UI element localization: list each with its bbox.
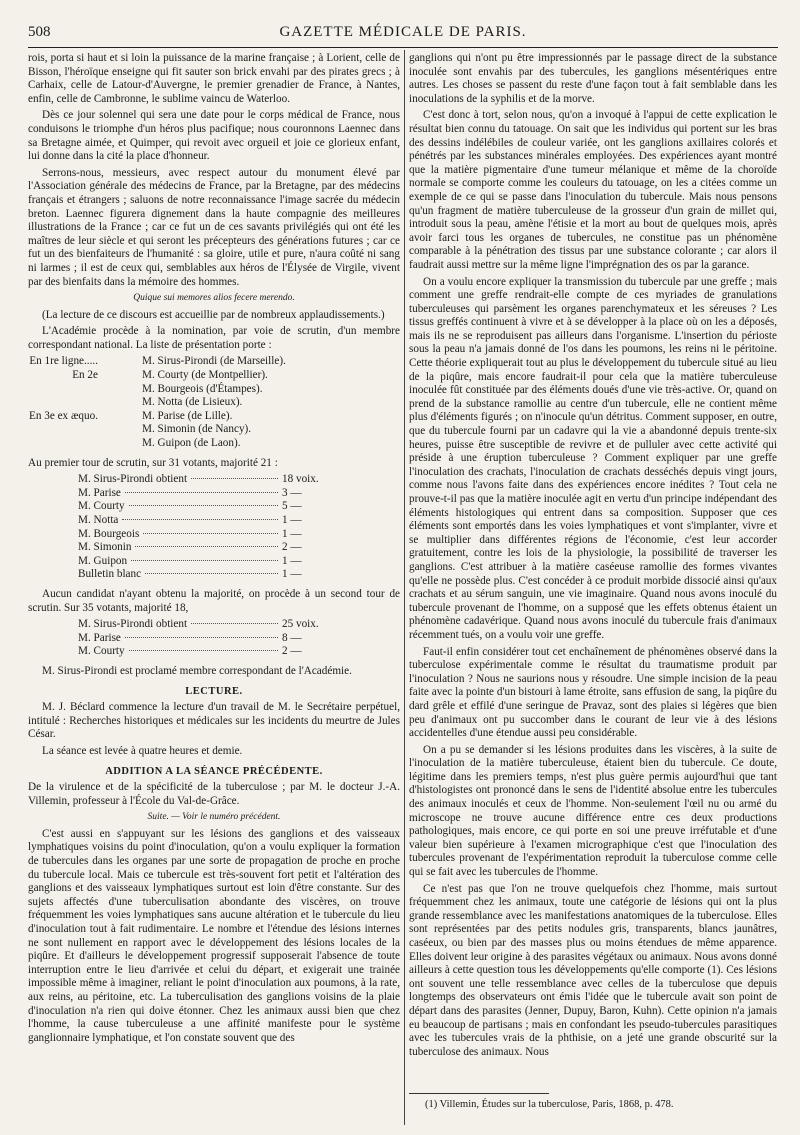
article-title: De la virulence et de la spécificité de la tuberculose ; par M. le docteur J.-A. Villemin, professeur à l'École du Val-de-Grâce.	[28, 781, 400, 807]
paragraph: C'est aussi en s'appuyant sur les lésions des ganglions et des vaisseaux lymphatiques voisins du point d'inoculation, qu'on a voulu expliquer la formation de tubercules dans les organes par une sorte de propagation de proche en proche du tubercule local. Mais ce tubercule est très-souvent fort petit et l'altération des ganglions et des vaisseaux lymphatiques surtout est loin d'être constante. Sur des sujets affectés d'une tuberculisation abondante des viscères, on trouve fréquemment les voies lymphatiques sans aucune altération et le tubercule du lieu d'inoculation tout à fait rudimentaire. Le nombre et l'étendue des lésions internes ne sont nullement en rapport avec le développement des lésions locales de la piqûre. Et d'ailleurs le développement progressif supposerait l'absence de toute interruption entre le lieu d'arrivée et celui du départ, et exigerait une trainée impossible même à imaginer, reliant le point d'inoculation aux poumons, à la rate, aux reins, au péritoine, etc. La tuberculisation des ganglions voisins de la plaie d'inoculation n'a rien qui doive étonner. Chez les animaux aussi bien que chez l'homme, la cause tuberculeuse a une affinité manifeste pour le système ganglionnaire lymphatique, et l'on constate souvent que des	[28, 827, 400, 1044]
table-row	[78, 500, 328, 514]
table-row	[78, 528, 328, 542]
latin-quote-text: Quique sui memores alios fecere merendo.	[133, 293, 295, 304]
list-item	[28, 383, 400, 397]
vote-tally-second-round	[78, 618, 328, 659]
candidate-name: M. Courty (de Montpellier).	[142, 369, 268, 382]
table-row	[78, 568, 328, 582]
paragraph: Dès ce jour solennel qui sera une date pour le corps médical de France, nous conduisons le triomphe d'un héros plus pacifique; nous couronnons Laennec dans sa Bretagne aimée, et Quimper, qui revoit avec orgueil et joie ce glorieux enfant, lui donne dans la cité la place d'honneur.	[28, 109, 400, 163]
table-row	[78, 645, 328, 659]
paragraph: Ce n'est pas que l'on ne trouve quelquefois chez l'homme, mais surtout fréquemment chez les animaux, toute une catégorie de lésions qui ont la plus grande ressemblance avec les manifestations anatomiques de la tuberculose. Elles sont représentées par des petits nodules gris, transparents, blancs jaunâtres, caséeux, ou bien par des masses plus ou moins étendues de même apparence. Elles doivent leur origine à des parasites végétaux ou animaux. Nous avons donné ailleurs à cette question tous les développements qu'elle comporte (1). Ces lésions ont souvent une telle ressemblance avec celles de la tuberculose que depuis longtemps des observateurs ont émis l'idée que le tubercule avait son point de départ dans des parasites (Jenner, Dupuy, Baron, Kuhn). Cette opinion n'a jamais eu beaucoup de partisans ; mais en confondant les pseudo-tubercules parasitiques avec les tubercules vrais de la phthisie, on a jeté une grande obscurité sur la tuberculose des animaux. Nous	[409, 882, 777, 1058]
list-item	[28, 355, 400, 369]
paragraph: (La lecture de ce discours est accueillie par de nombreux applaudissements.)	[42, 308, 385, 321]
vote-count: 1 —	[282, 527, 302, 540]
vote-name: M. Sirus-Pirondi obtient	[78, 618, 188, 631]
paragraph: M. Sirus-Pirondi est proclamé membre correspondant de l'Académie.	[42, 664, 352, 677]
vote-count: 3 —	[282, 486, 302, 499]
section-heading: LECTURE.	[185, 685, 243, 697]
candidate-name: M. Sirus-Pirondi (de Marseille).	[142, 355, 286, 368]
column-divider	[404, 50, 405, 1125]
paragraph: ganglions qui n'ont pu être impressionnés par le passage direct de la substance inoculée sont envahis par des tubercules, les ganglions mésentériques entre autres. Les choses se passent du reste d'une façon tout à fait semblable dans les inoculations de la syphilis et de la morve.	[409, 52, 777, 105]
candidate-name: M. Parise (de Lille).	[142, 409, 233, 422]
vote-count: 1 —	[282, 568, 302, 581]
continuation-note	[28, 811, 400, 825]
vote-tally-first-round	[78, 473, 328, 582]
vote-name: M. Courty	[78, 500, 125, 513]
list-item	[28, 396, 400, 410]
vote-name: M. Sirus-Pirondi obtient	[78, 473, 188, 486]
vote-name: M. Notta	[78, 514, 119, 526]
candidate-rank: En 2e	[72, 369, 98, 382]
journal-title: GAZETTE MÉDICALE DE PARIS.	[279, 24, 527, 40]
vote-name: M. Parise	[78, 486, 121, 499]
table-row	[78, 514, 328, 528]
page-header	[28, 24, 778, 46]
page-number: 508	[28, 24, 51, 40]
vote-count: 2 —	[282, 541, 302, 554]
candidate-rank: En 3e ex æquo.	[29, 409, 98, 422]
left-column	[28, 52, 400, 1122]
latin-quote	[28, 292, 400, 306]
vote-count: 5 —	[282, 500, 302, 513]
table-row	[78, 618, 328, 632]
table-row	[78, 632, 328, 646]
vote-name: Bulletin blanc	[78, 568, 142, 581]
vote-count: 8 —	[282, 631, 302, 644]
footnote: (1) Villemin, Études sur la tuberculose, Paris, 1868, p. 478.	[425, 1099, 674, 1110]
vote-count: 1 —	[282, 554, 302, 567]
table-row	[78, 541, 328, 555]
paragraph: La séance est levée à quatre heures et demie.	[42, 744, 243, 757]
paragraph: On a pu se demander si les lésions produites dans les viscères, à la suite de l'inoculation de la matière tuberculeuse, étaient bien du tubercule. Ce doute, légitime dans les premiers temps, n'est plus guère permis aujourd'hui que tant d'histologistes ont prononcé dans le sens de l'identité absolue entre les tubercules des animaux inoculés et ceux de l'homme. Non-seulement l'œil nu ou armé du microscope ne trouve aucune différence entre ces deux productions pathologiques, mais encore, ce qui porte en soi une preuve irréfutable et d'une valeur bien supérieure à l'examen micrographique c'est que l'inoculation des tubercules provenant de l'expérimentation reproduit la tuberculose comme celle qui se fait avec les tubercules de l'homme.	[409, 743, 777, 879]
footnote-rule	[409, 1093, 549, 1094]
candidate-rank	[28, 383, 102, 397]
vote-name: M. Bourgeois	[78, 527, 140, 540]
paragraph: C'est donc à tort, selon nous, qu'on a invoqué à l'appui de cette explication le résultat bien connu du tatouage. On sait que les individus qui portent sur les bras des dessins indélébiles de couleur variée, ont les ganglions axillaires colorés et pénétrés par les substances minérales employées. Des expériences ayant montré que la matière pigmentaire d'une tumeur mélanique et même de la choroïde normale se comporte comme les couleurs du tatouage, on les a citées comme un exemple de ce qui se passe dans l'inoculation du tubercule. Mais nous pensons qu'un fragment de matière tuberculeuse de la grosseur d'un grain de millet qui, introduit sous la peau, amène l'étisie et la mort au bout de quelques mois, après avoir farci tous les organes de tubercules, ne constitue pas un phénomène comparable à la pénétration des tissus par une substance colorante ; car alors il faudrait aussi mettre sur la même ligne l'imprégnation des os par la garance.	[409, 109, 777, 271]
section-heading: ADDITION A LA SÉANCE PRÉCÉDENTE.	[105, 765, 323, 777]
table-row	[78, 473, 328, 487]
candidate-list	[28, 355, 400, 450]
vote-count: 1 —	[282, 514, 302, 526]
candidate-name: M. Bourgeois (d'Étampes).	[142, 382, 263, 395]
list-item	[28, 437, 400, 451]
paragraph: Faut-il enfin considérer tout cet enchaînement de phénomènes observé dans la tuberculose expérimentale comme le résultat du traumatisme produit par l'inoculation ? Nous ne saurions nous y résoudre. Une simple incision de la peau faite avec la pointe d'un bistouri à lame étroite, sans effusion de sang, la piqûre du dard grêle et effilé d'une seringue de Pravaz, sont des plaies si légères que bien peu d'animaux ont pu succomber dans le courant de leur vie à des lésions accidentelles d'une étendue aussi peu considérable.	[409, 645, 777, 740]
paragraph: Aucun candidat n'ayant obtenu la majorité, on procède à un second tour de scrutin. Sur 35 votants, majorité 18,	[28, 587, 400, 614]
candidate-name: M. Guipon (de Laon).	[142, 437, 241, 450]
paragraph: Au premier tour de scrutin, sur 31 votants, majorité 21 :	[28, 456, 278, 469]
continuation-note-text: Suite. — Voir le numéro précédent.	[147, 812, 281, 823]
paragraph: On a voulu encore expliquer la transmission du tubercule par une greffe ; mais comment une greffe rendrait-elle compte de ces myriades de granulations tuberculeuses qui parsèment les organes parenchymateux et les séreuses ? Les tissus greffés continuent à vivre et à se développer à la place où on les a déposés, mais ils ne se reproduisent pas ailleurs dans l'organisme. L'insertion du périoste sous la peau n'a jamais donné de l'os dans les poumons, les reins ni le péritoine. Cette théorie expliquerait tout au plus le développement du tubercule situé au lieu de la piqûre, mais encore faudrait-il pour cela que la matière tuberculeuse inoculée fût constituée par des éléments doués d'une vie très-active. Or, quand on prend de la substance ramollie au centre d'un tubercule, elle ne contient même plus d'éléments figurés ; on n'inocule qu'un détritus. Comment supposer, en outre, que du tubercule fourni par un cadavre qui la vie a abandonné depuis trente-six heures, puisse être susceptible de revivre et de pulluler avec cette activité qui préside à une éruption tuberculeuse ? Comment expliquer par une greffe l'inoculation des crachats, l'inoculation de crachats desséchés depuis vingt jours, comme nous l'avons faite dans des expériences encore inédites ? Tout cela ne prouve-t-il pas que la matière inoculée agit en vertu d'un principe indépendant des éléments histologiques qui entrent dans sa composition. Supposer que ces éléments sont emportés dans les voies lymphatiques et vont s'implanter, vivre et se multiplier dans différentes régions de l'économie, c'est leur accorder gratuitement, contre les lois de la physiologie, la possibilité de traverser les ganglions. C'est attribuer à la matière caséeuse ramollie des formes vivantes qu'elle ne possède plus. C'est concéder à ce produit morbide dissocié ainsi qu'aux crachats et au sérum sanguin, une vie imaginaire. Quand nous avons inoculé du tubercule provenant de l'homme, on a supposé que les effets obtenus étaient un phénomène cadavérique. Quand nous avons inoculé du tubercule frais d'animaux récemment tués, on a voulu voir une greffe.	[409, 275, 777, 641]
vote-name: M. Guipon	[78, 554, 128, 567]
list-item	[28, 369, 400, 383]
candidate-rank	[28, 396, 102, 410]
candidate-rank	[28, 423, 102, 437]
candidate-name: M. Simonin (de Nancy).	[142, 423, 252, 436]
right-column	[409, 52, 777, 1122]
vote-name: M. Parise	[78, 631, 121, 644]
table-row	[78, 555, 328, 569]
paragraph: L'Académie procède à la nomination, par voie de scrutin, d'un membre correspondant national. La liste de présentation porte :	[28, 325, 400, 351]
paragraph: rois, porta si haut et si loin la puissance de la marine française ; à Lorient, celle de Bisson, l'héroïque enseigne qui fit sauter son brick envahi par des pirates grecs ; à Carhaix, celle de Latour-d'Auvergne, le premier grenadier de France, à Nantes, enfin, celle de Cambronne, le sublime vaincu de Waterloo.	[28, 52, 400, 105]
vote-name: M. Courty	[78, 645, 125, 658]
vote-name: M. Simonin	[78, 541, 132, 554]
candidate-rank	[28, 437, 102, 451]
table-row	[78, 487, 328, 501]
list-item	[28, 423, 400, 437]
header-rule	[28, 47, 778, 48]
paragraph: M. J. Béclard commence la lecture d'un travail de M. le Secrétaire perpétuel, intitulé : Recherches historiques et médicales sur les incidents du meurtre de Jules César.	[28, 701, 400, 741]
candidate-name: M. Notta (de Lisieux).	[142, 396, 243, 409]
candidate-rank: En 1re ligne.....	[29, 355, 98, 368]
vote-count: 2 —	[282, 645, 302, 658]
paragraph: Serrons-nous, messieurs, avec respect autour du monument élevé par l'Association générale des médecins de France, par la Bretagne, par des médecins français et étrangers ; saluons de notre reconnaissance l'image sacrée du médecin breton. Laennec figurera dignement dans la haute compagnie des meilleures illustrations de la France ; car ce fut un de ces savants privilégiés qui ont été les maîtres de leur siècle et qui seront les précepteurs des générations futures ; car ce fut un des bienfaiteurs de l'humanité : sa gloire, utile et pure, n'aura coûté ni sang ni larmes ; il est de ceux qui, semblables aux héros de l'Élysée de Virgile, vivent par des bienfaits dans la mémoire des hommes.	[28, 166, 400, 288]
vote-count: 18 voix.	[282, 473, 319, 486]
list-item	[28, 410, 400, 424]
vote-count: 25 voix.	[282, 618, 319, 631]
